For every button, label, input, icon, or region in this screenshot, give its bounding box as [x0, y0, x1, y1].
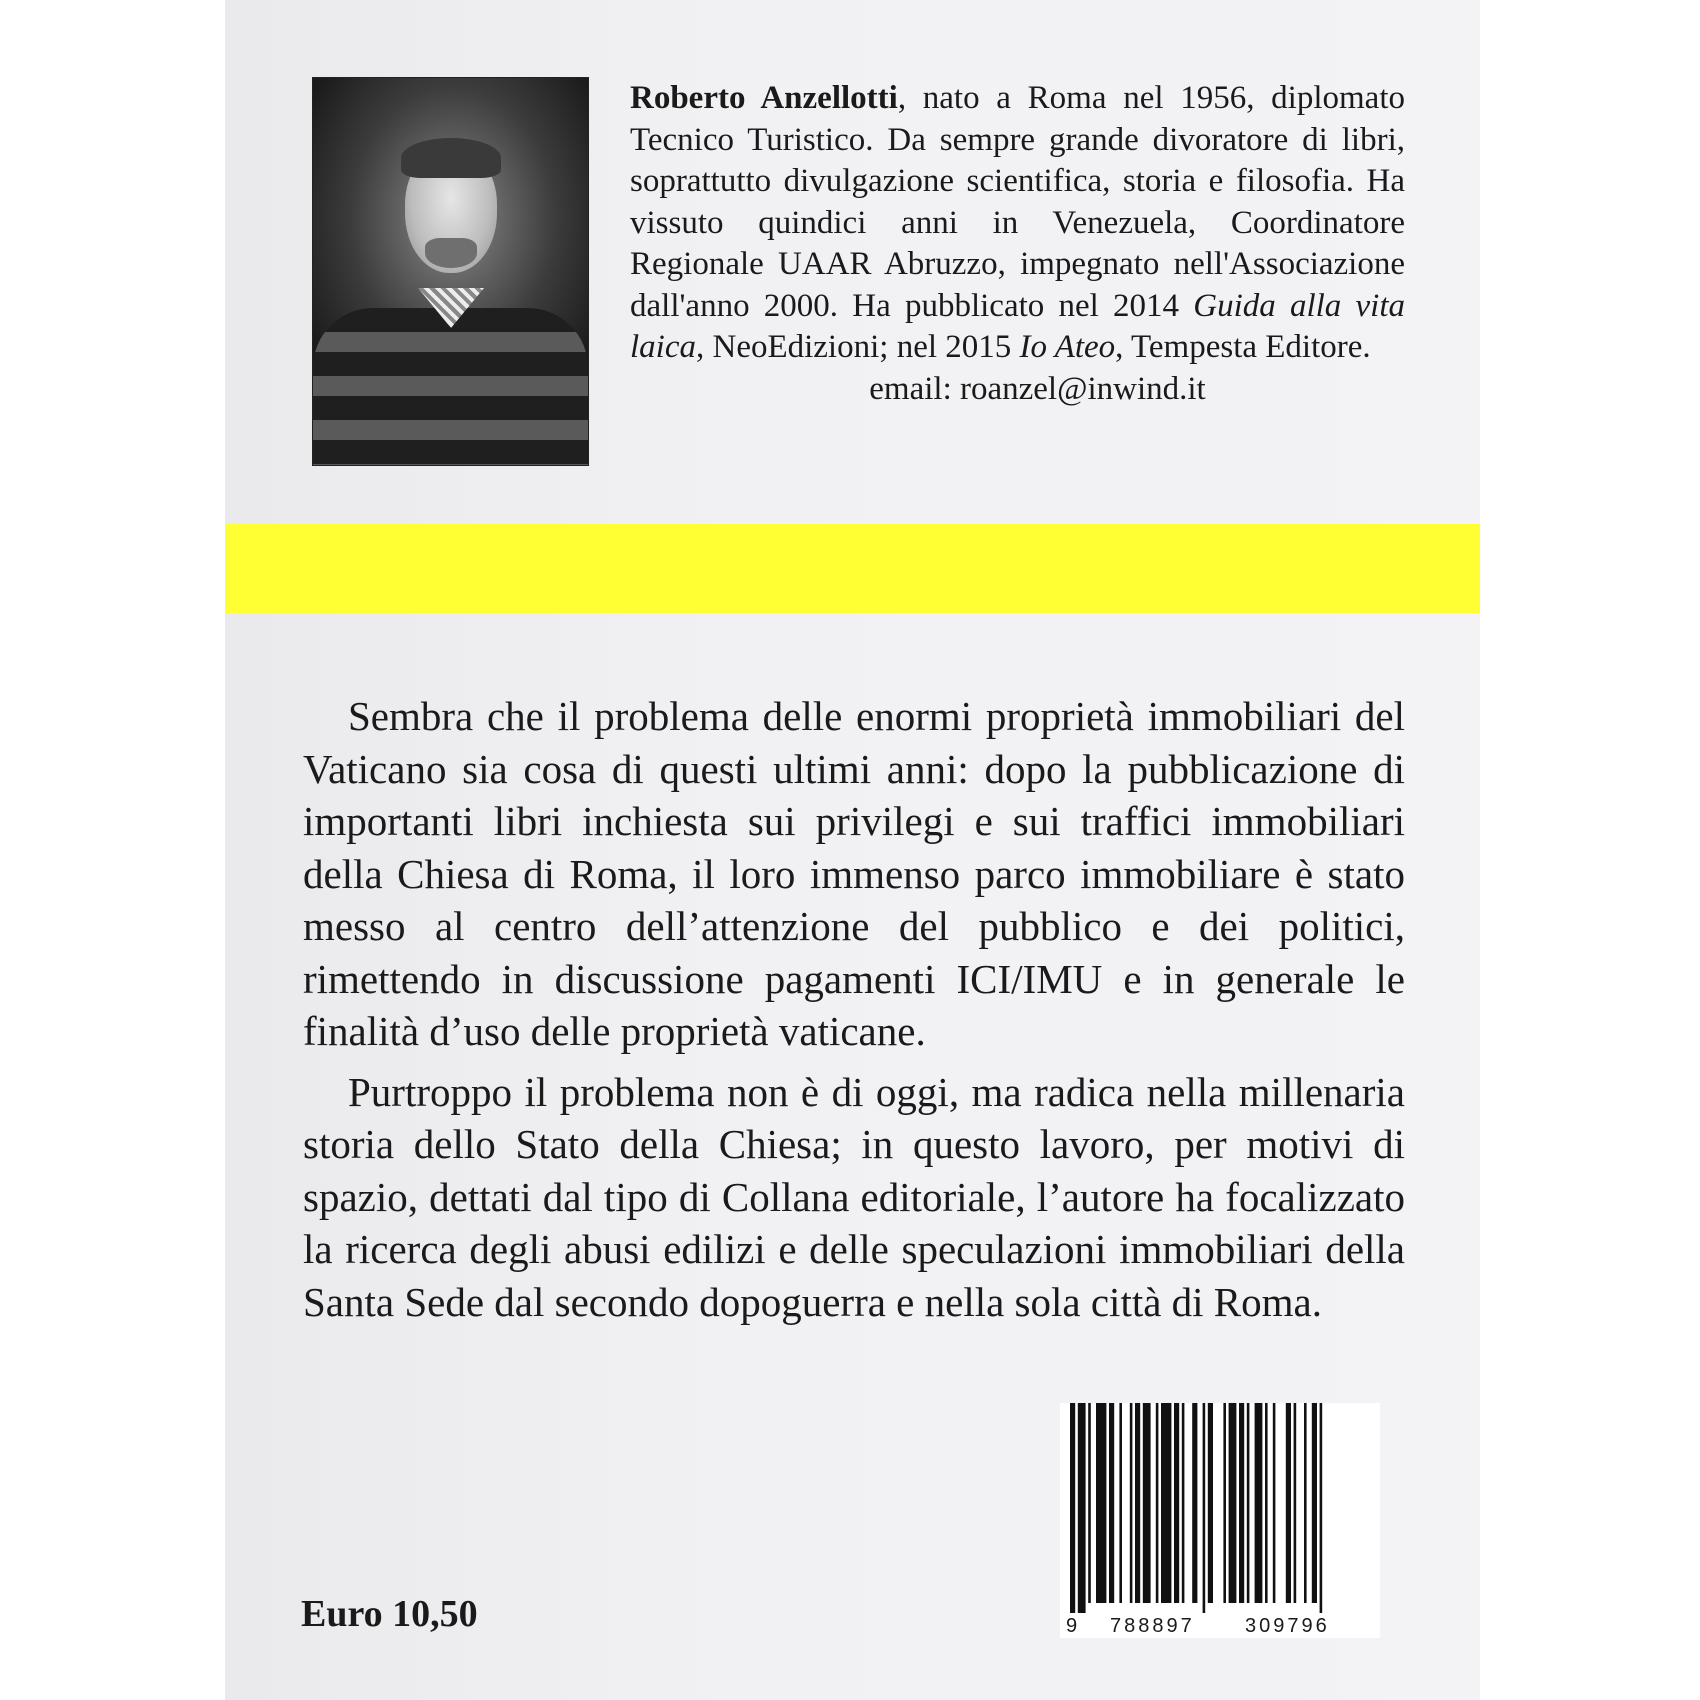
barcode-digits-left: 788897 [1110, 1615, 1195, 1637]
barcode-bar [1273, 1403, 1276, 1603]
author-name: Roberto Anzellotti [630, 80, 898, 116]
barcode-digits-right: 309796 [1245, 1615, 1330, 1637]
author-beard [425, 238, 477, 268]
blurb-paragraph-1: Sembra che il problema delle enormi proprietà immobiliari del Vaticano sia cosa di questi ultimi anni: dopo la pubblicazione di importanti libri inchiesta sui privilegi e sui traffici immobiliari della Chiesa di Roma, il loro immenso parco immobiliare è stato messo al centro dell’attenzione del pubblico e dei politici, rimettendo in discussione pagamenti ICI/IMU e in generale le finalità d’uso delle proprietà vaticane. [303, 693, 1405, 1054]
yellow-band [225, 524, 1480, 613]
barcode-bar [1229, 1403, 1237, 1603]
barcode-bar [1119, 1403, 1122, 1603]
barcode-bar [1320, 1403, 1323, 1613]
barcode-bar [1088, 1403, 1091, 1603]
barcode-digits [1060, 1615, 1380, 1637]
book-title-2: Io Ateo [1019, 329, 1116, 365]
author-photo [312, 77, 589, 466]
barcode-digit-first: 9 [1066, 1615, 1078, 1637]
barcode-bar [1223, 1403, 1226, 1603]
book-blurb [303, 690, 1405, 1336]
barcode-bar [1247, 1403, 1250, 1603]
bio-text-3: , Tempesta Editore. [1115, 329, 1371, 365]
author-email: email: roanzel@inwind.it [869, 370, 1206, 407]
barcode-bar [1156, 1403, 1159, 1603]
barcode-bar [1174, 1403, 1179, 1603]
barcode-bar [1304, 1403, 1307, 1603]
barcode-bar [1265, 1403, 1268, 1603]
barcode-bar [1096, 1403, 1106, 1603]
barcode-bar [1182, 1403, 1185, 1603]
barcode-bar [1239, 1403, 1244, 1603]
price-label: Euro 10,50 [301, 1593, 478, 1635]
barcode-bar [1070, 1403, 1075, 1613]
author-hair [401, 138, 501, 178]
author-sweater [313, 308, 588, 466]
barcode-bar [1208, 1403, 1213, 1603]
book-back-cover [225, 0, 1480, 1700]
barcode-bar [1312, 1403, 1317, 1603]
barcode-bar [1203, 1403, 1206, 1613]
barcode-bar [1143, 1403, 1151, 1603]
author-bio [630, 78, 1405, 410]
barcode-bar [1078, 1403, 1086, 1613]
barcode-bar [1135, 1403, 1140, 1603]
barcode-bar [1192, 1403, 1197, 1603]
blurb-paragraph-2: Purtroppo il problema non è di oggi, ma radica nella millenaria storia dello Stato della Chiesa; in questo lavoro, per motivi di spazio, dettati dal tipo di Collana editoriale, l’autore ha focalizzato la ricerca degli abusi edilizi e delle speculazioni immobiliari della Santa Sede dal secondo dopoguerra e nella sola città di Roma. [303, 1068, 1405, 1325]
barcode-bar [1294, 1403, 1297, 1603]
barcode-bar [1109, 1403, 1114, 1603]
bio-text-2: , NeoEdizioni; nel 2015 [695, 329, 1020, 365]
book-title-1: Guida alla vita laica [630, 287, 1405, 365]
barcode-icon [1060, 1403, 1380, 1638]
barcode-bars [1060, 1403, 1380, 1613]
barcode-bar [1161, 1403, 1171, 1603]
barcode-bar [1255, 1403, 1263, 1603]
bio-text-1: , nato a Roma nel 1956, diplomato Tecnico Turistico. Da sempre grande divoratore di libri, soprattutto divulgazione scientifica, storia e filosofia. Ha vissuto quindici anni in Venezuela, Coordinatore Regionale UAAR Abruzzo, impegnato nell'Associazione dall'anno 2000. Ha pubblicato nel 2014 [630, 80, 1405, 324]
barcode-bar [1286, 1403, 1291, 1603]
barcode-bar [1130, 1403, 1133, 1603]
